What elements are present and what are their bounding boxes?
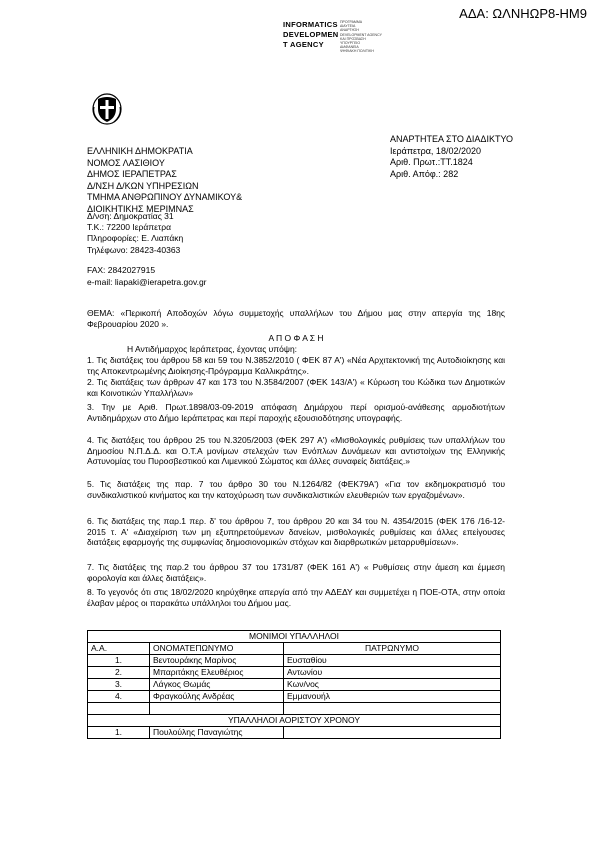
logo-line: T AGENCY — [283, 40, 324, 49]
logo-small-line: ΔΙΑΦΑΝΕΙΑ — [340, 45, 359, 50]
table-row — [88, 655, 501, 667]
decision-title: Α Π Ο Φ Α Σ Η — [268, 333, 324, 343]
row-name: Μπαριτάκης Ελευθέριος — [150, 667, 284, 679]
col-header-patronymic: ΠΑΤΡΩΝΥΜΟ — [284, 643, 501, 655]
section-fixed-term-staff: ΥΠΑΛΛΗΛΟΙ ΑΟΡΙΣΤΟΥ ΧΡΟΝΟΥ — [88, 715, 501, 727]
issuer-line: ΔΗΜΟΣ ΙΕΡΑΠΕΤΡΑΣ — [87, 169, 177, 179]
consideration-item-3: 3. Την με Αριθ. Πρωτ.1898/03-09-2019 απόφαση Δημάρχου περί ορισμού-ανάθεσης αρμοδιοτήτων Αντιδημάρχων στο Δήμο Ιεράπετρας και περί παροχής εξουσιοδότησης υπογραφής. — [87, 402, 505, 423]
email-label: e-mail: — [87, 276, 115, 287]
logo-small-line: ΥΠΟΥΡΓΕΙΟ — [340, 41, 361, 46]
issuer-line: ΔΙΟΙΚΗΤΙΚΗΣ ΜΕΡΙΜΝΑΣ — [87, 203, 194, 214]
table-header-row — [88, 643, 501, 655]
info-person-line: Πληροφορίες: Ε. Λιαπάκη — [87, 233, 184, 244]
publish-note: ΑΝΑΡΤΗΤΕΑ ΣΤΟ ΔΙΑΔΙΚΤΥΟ — [390, 134, 513, 144]
decision-intro: Η Αντιδήμαρχος Ιεράπετρας, έχοντας υπόψη: — [127, 344, 298, 354]
row-name: Πουλούλης Παναγιώτης — [150, 727, 284, 739]
row-name: Φραγκούλης Ανδρέας — [150, 691, 284, 703]
row-patronymic: Ευσταθίου — [284, 655, 501, 667]
logo-small-line: ΠΡΟΓΡΑΜΜΑ — [340, 20, 363, 24]
row-patronymic: Αντωνίου — [284, 667, 501, 679]
row-number: 1. — [88, 655, 150, 667]
logo-small-line: DEVELOPMENT AGENCY — [340, 32, 382, 37]
row-patronymic — [284, 727, 501, 739]
logo-small-text — [340, 20, 382, 54]
issuer-line: ΕΛΛΗΝΙΚΗ ΔΗΜΟΚΡΑΤΙΑ — [87, 146, 193, 156]
row-number: 2. — [88, 667, 150, 679]
greek-coat-of-arms-icon — [92, 93, 122, 125]
phone-line: Τηλέφωνο: 28423-40363 — [87, 244, 181, 255]
reference-block — [390, 134, 513, 180]
logo-small-line: ΚΑΙ ΠΡΟΣΒΑΣΗ — [340, 36, 366, 41]
staff-table — [87, 630, 501, 739]
table-section-header — [88, 631, 501, 643]
protocol-number: Αριθ. Πρωτ.:ΤΤ.1824 — [390, 157, 473, 167]
table-row — [88, 667, 501, 679]
issuer-line: Δ/ΝΣΗ Δ/ΚΩΝ ΥΠΗΡΕΣΙΩΝ — [87, 180, 199, 191]
consideration-item-8: 8. Το γεγονός ότι στις 18/02/2020 κηρύχθηκε απεργία από την ΑΔΕΔΥ και συμμετέχει η ΠΟΕ-ΟΤΑ, στην οποία έλαβαν μέρος οι παρακάτω υπάλληλοι του Δήμου μας. — [87, 587, 505, 608]
row-patronymic: Κων/νος — [284, 679, 501, 691]
row-name: Βεντουράκης Μαρίνος — [150, 655, 284, 667]
date-line: Ιεράπετρα, 18/02/2020 — [390, 145, 481, 156]
table-row — [88, 679, 501, 691]
email-line — [87, 277, 207, 289]
decision-number: Αριθ. Απόφ.: 282 — [390, 168, 459, 179]
row-number: 1. — [88, 727, 150, 739]
consideration-item-4: 4. Τις διατάξεις του άρθρου 25 του Ν.3205/2003 (ΦΕΚ 297 Α') «Μισθολογικές ρυθμίσεις των υπαλλήλων του Δημοσίου Ν.Π.Δ.Δ. και Ο.Τ.Α μονίμων στελεχών των Ενόπλων Δυνάμεων και αντιστοίχων της Ελληνικής Αστυνομίας του Πυροσβεστικού και Λιμενικού Σώματος και άλλες συναφείς διατάξεις.» — [87, 435, 505, 467]
issuer-line: ΤΜΗΜΑ ΑΝΘΡΩΠΙΝΟΥ ΔΥΝΑΜΙΚΟΥ& — [87, 192, 243, 202]
row-number: 4. — [88, 691, 150, 703]
subject-line: ΘΕΜΑ: «Περικοπή Αποδοχών λόγω συμμετοχής υπαλλήλων του Δήμου μας στην απεργία της 18ης Φεβρουαρίου 2020 ». — [87, 308, 505, 329]
issuer-line: ΝΟΜΟΣ ΛΑΣΙΘΙΟΥ — [87, 157, 165, 168]
consideration-item-2: 2. Τις διατάξεις των άρθρων 47 και 173 του Ν.3584/2007 (ΦΕΚ 143/Α') « Κύρωση του Κώδικα των Δημοτικών και Κοινοτικών Υπαλλήλων» — [87, 377, 505, 398]
table-row-empty — [88, 703, 501, 715]
ada-code: ΑΔΑ: ΩΛΝΗΩΡ8-ΗΜ9 — [459, 6, 587, 21]
logo-small-line: ΑΝΑΡΤΗΣΗ — [340, 28, 359, 33]
logo-line: DEVELOPMEN — [283, 30, 339, 39]
issuer-block — [87, 146, 242, 215]
row-patronymic: Εμμανουήλ — [284, 691, 501, 703]
email-link[interactable]: liapaki@ierapetra.gov.gr — [114, 276, 207, 287]
table-row — [88, 727, 501, 739]
consideration-item-5: 5. Τις διατάξεις της παρ. 7 του άρθρο 30 του Ν.1264/82 (ΦΕΚ79Α') «Για τον εκδημοκρατισμό του συνδικαλιστικού κινήματος και την κατοχύρωση των συνδικαλιστικών ελευθεριών των εργαζομένων». — [87, 479, 505, 500]
row-name: Λάγκος Θωμάς — [150, 679, 284, 691]
consideration-item-1: 1. Τις διατάξεις του άρθρου 58 και 59 του Ν.3852/2010 ( ΦΕΚ 87 Α') «Νέα Αρχιτεκτονική της Αυτοδιοίκησης και της Αποκεντρωμένης Διοίκησης-Πρόγραμμα Καλλικράτης». — [87, 355, 505, 376]
logo-small-line: ΨΗΦΙΑΚΗ ΠΟΛΙΤΙΚΗ — [340, 49, 374, 54]
address-line: Δ/νση: Δημοκρατίας 31 — [87, 211, 174, 221]
logo-line: INFORMATICS — [283, 20, 338, 29]
col-header-name: ΟΝΟΜΑΤΕΠΩΝΥΜΟ — [150, 643, 284, 655]
logo-small-line: ΔΙΑΥΓΕΙΑ — [340, 24, 356, 29]
col-header-aa: Α.Α. — [88, 643, 150, 655]
contact-block — [87, 211, 183, 256]
row-number: 3. — [88, 679, 150, 691]
fax-line: FAX: 2842027915 — [87, 265, 156, 275]
table-section-header — [88, 715, 501, 727]
consideration-item-7: 7. Τις διατάξεις της παρ.2 του άρθρου 37 του 1731/87 (ΦΕΚ 161 Α') « Ρυθμίσεις στην άμεση και έμμεση φορολογία και άλλες διατάξεις». — [87, 562, 505, 583]
section-permanent-staff: ΜΟΝΙΜΟΙ ΥΠΑΛΛΗΛΟΙ — [88, 631, 501, 643]
postal-code-line: Τ.Κ.: 72200 Ιεράπετρα — [87, 222, 172, 233]
table-row — [88, 691, 501, 703]
fax-email-block — [87, 265, 207, 288]
informatics-agency-logo — [283, 20, 339, 50]
consideration-item-6: 6. Τις διατάξεις της παρ.1 περ. δ' του άρθρου 7, του άρθρου 20 και 34 του Ν. 4354/2015 (ΦΕΚ 176 /16-12-2015 τ. Α' «Διαχείριση των μη εξυπηρετούμενων δανείων, μισθολογικές ρυθμίσεις και άλλες επείγουσες διατάξεις εφαρμογής της συμφωνίας δημοσιονομικών στόχων και διαρθρωτικών μεταρρυθμίσεων». — [87, 516, 505, 548]
